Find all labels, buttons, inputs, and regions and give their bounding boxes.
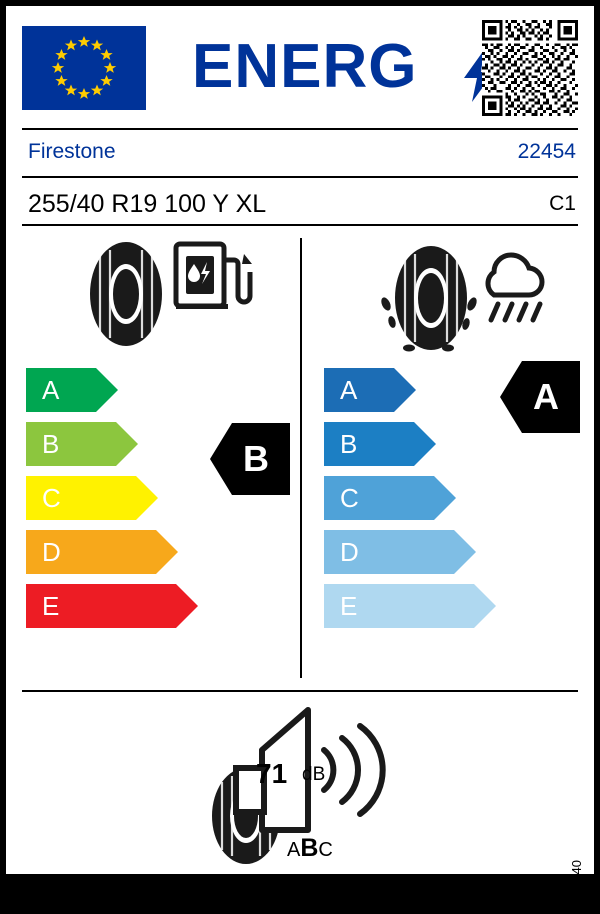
fuel-efficiency-pictogram — [76, 238, 256, 348]
grade-bar-a — [26, 368, 118, 412]
regulation-reference: 2020/740 — [569, 860, 584, 914]
divider-size — [22, 224, 578, 226]
brand-name: Firestone — [28, 140, 116, 163]
grade-letter: E — [42, 591, 60, 621]
rain-cloud-icon — [488, 255, 542, 320]
noise-class-selected: B — [300, 834, 319, 862]
grade-letter: C — [42, 483, 61, 513]
divider-vertical — [300, 238, 302, 678]
wet-rating-badge — [500, 361, 580, 433]
grade-letter: A — [340, 375, 358, 405]
label-inner — [6, 6, 594, 914]
grade-letter: E — [340, 591, 358, 621]
fuel-rating-badge — [210, 423, 290, 495]
grade-letter: A — [42, 375, 60, 405]
divider-brand — [22, 176, 578, 178]
label-header — [22, 20, 578, 125]
grade-letter: B — [42, 429, 60, 459]
tyre-class: C1 — [549, 192, 576, 215]
wet-grip-pictogram — [376, 238, 566, 353]
noise-class-a: A — [287, 839, 301, 861]
grade-letter: B — [340, 429, 358, 459]
divider-noise — [22, 690, 578, 692]
tyre-size: 255/40 R19 100 Y XL — [28, 190, 267, 218]
eu-flag-icon — [22, 26, 146, 110]
noise-class-c: C — [318, 839, 333, 861]
grade-letter: D — [340, 537, 359, 567]
noise-class-scale — [287, 834, 333, 863]
qr-code-icon — [482, 20, 578, 116]
noise-value: 71 — [256, 758, 288, 789]
label-code: 22454 — [517, 140, 576, 163]
grade-letter: D — [42, 537, 61, 567]
fuel-rating-value: B — [243, 438, 269, 479]
page-title: ENERG — [192, 32, 418, 101]
grade-bar-a — [324, 368, 416, 412]
divider-top — [22, 128, 578, 130]
tyre-icon — [90, 242, 162, 346]
wet-rating-value: A — [533, 376, 559, 417]
noise-unit: dB — [302, 764, 326, 785]
fuel-pump-icon — [176, 244, 252, 309]
grade-letter: C — [340, 483, 359, 513]
wet-tyre-icon — [379, 246, 478, 352]
